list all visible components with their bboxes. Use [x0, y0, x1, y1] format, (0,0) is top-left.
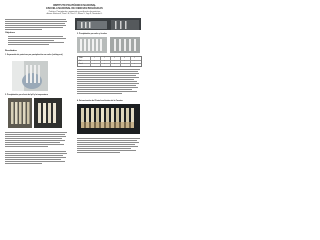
figure4-photo: [77, 104, 140, 134]
figure3-photo-right: [34, 98, 62, 128]
school-title: ESCUELA NACIONAL DE CIENCIAS BIOLÓGICAS: [46, 7, 103, 10]
figure4-caption: 4. Determinación del Punto Isoeléctrico de la Caseína: [77, 100, 123, 102]
figure3-caption: 3. Precipitación por efecto del pH y la temperatura: [5, 94, 48, 96]
authors-line: Autores: Martínez A., Pérez L.M., Ruiz J.C.; Gómez S., Vega R.; Hernández D.: [46, 14, 103, 15]
table-cell: -: [134, 60, 135, 62]
table-header-cell: 2: [104, 57, 105, 59]
objectives-heading: Objetivos: [5, 32, 15, 34]
table-cell: +: [124, 60, 125, 62]
right-conclusions: [77, 138, 140, 154]
left-conclusions: [5, 151, 67, 165]
intro-paragraph: [5, 19, 67, 31]
figure2-photo-right: [110, 37, 140, 53]
figure2-caption: 2. Precipitación por sales y fenoles: [77, 33, 107, 35]
table-cell: -: [94, 63, 95, 65]
institute-title: INSTITUTO POLITÉCNICO NACIONAL: [53, 4, 96, 7]
table-header-cell: 1: [94, 57, 95, 59]
table-cell: +: [114, 63, 115, 65]
figure1-photo: [12, 61, 48, 91]
table-row-label: Fenol: [79, 63, 83, 65]
table-cell: -: [124, 63, 125, 65]
table-header-cell: 4: [124, 57, 125, 59]
header-photo-strip: [75, 18, 141, 30]
figure3-photo-left: [8, 98, 32, 128]
left-discussion: [5, 132, 67, 148]
right-discussion: [77, 69, 140, 95]
objectives-list: [8, 36, 66, 46]
table-cell: +: [94, 60, 95, 62]
results-table: [77, 56, 142, 67]
table-row-label: Sal: [79, 60, 82, 62]
table-header-cell: Tubo: [79, 57, 83, 59]
table-cell: +: [104, 60, 105, 62]
table-header-cell: 3: [114, 57, 115, 59]
figure2-photo-left: [77, 37, 107, 53]
results-heading: Resultados: [5, 50, 17, 52]
table-cell: -: [114, 60, 115, 62]
table-cell: +: [134, 63, 135, 65]
table-header-cell: 5: [134, 57, 135, 59]
table-cell: +: [104, 63, 105, 65]
figure1-caption: 1. Separación de proteínas por precipitación con sales (salting-out): [5, 54, 63, 56]
practice-subtitle: Práctica: Precipitación, separación y purificación de proteínas: [48, 11, 101, 13]
